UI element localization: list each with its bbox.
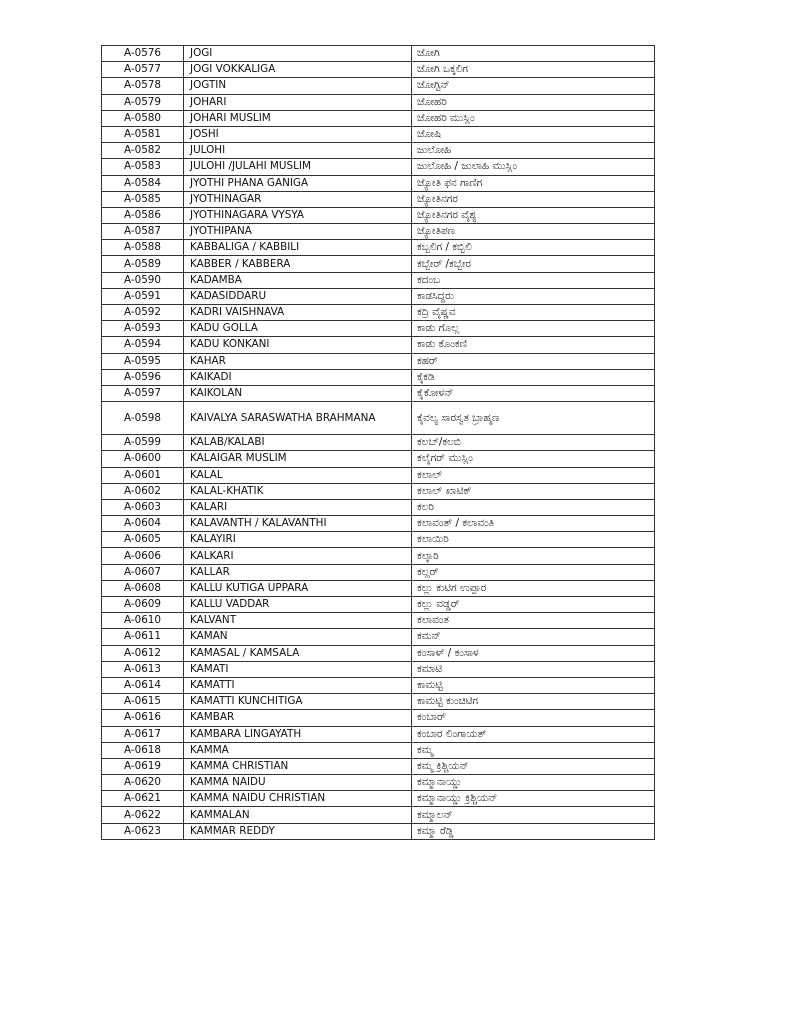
code-cell: A-0595 — [102, 353, 184, 369]
caste-name-cell: KAMASAL / KAMSALA — [184, 645, 412, 661]
code-cell: A-0614 — [102, 677, 184, 693]
kannada-name-cell: ಜೋಗಿ — [412, 46, 655, 62]
caste-name-cell: KAMMALAN — [184, 807, 412, 823]
table-row — [102, 402, 655, 435]
kannada-name-cell: ಜ್ಯೋತಿಪಣ — [412, 224, 655, 240]
table-row — [102, 240, 655, 256]
table-row — [102, 694, 655, 710]
caste-name-cell: KAMBARA LINGAYATH — [184, 726, 412, 742]
caste-list-body — [102, 46, 655, 840]
table-row — [102, 110, 655, 126]
table-row — [102, 548, 655, 564]
code-cell: A-0621 — [102, 791, 184, 807]
code-cell: A-0582 — [102, 143, 184, 159]
table-row — [102, 677, 655, 693]
code-cell: A-0598 — [102, 402, 184, 435]
table-row — [102, 191, 655, 207]
code-cell: A-0599 — [102, 435, 184, 451]
kannada-name-cell: ಕಾಡು ಗೊಲ್ಲ — [412, 321, 655, 337]
kannada-name-cell: ಕಂಬಾರ ಲಿಂಗಾಯತ್ — [412, 726, 655, 742]
kannada-name-cell: ಕಲೈಗರ್ ಮುಸ್ಲಿಂ — [412, 451, 655, 467]
code-cell: A-0603 — [102, 499, 184, 515]
caste-name-cell: KAMATTI KUNCHITIGA — [184, 694, 412, 710]
code-cell: A-0576 — [102, 46, 184, 62]
kannada-name-cell: ಕಲ್ಲು ವಡ್ಡರ್ — [412, 597, 655, 613]
table-row — [102, 143, 655, 159]
kannada-name-cell: ಕಲಾಯಿರಿ — [412, 532, 655, 548]
table-row — [102, 726, 655, 742]
table-row — [102, 353, 655, 369]
table-row — [102, 807, 655, 823]
code-cell: A-0577 — [102, 62, 184, 78]
table-row — [102, 451, 655, 467]
code-cell: A-0616 — [102, 710, 184, 726]
caste-name-cell: JOHARI — [184, 94, 412, 110]
caste-name-cell: KADAMBA — [184, 272, 412, 288]
code-cell: A-0589 — [102, 256, 184, 272]
table-row — [102, 337, 655, 353]
caste-name-cell: KAMMAR REDDY — [184, 823, 412, 839]
table-row — [102, 467, 655, 483]
code-cell: A-0620 — [102, 775, 184, 791]
kannada-name-cell: ಕಾಡಸಿದ್ದರು — [412, 288, 655, 304]
code-cell: A-0602 — [102, 483, 184, 499]
kannada-name-cell: ಕಲ್ಲು ಕುಟಿಗ ಉಪ್ಪಾರ — [412, 580, 655, 596]
table-row — [102, 775, 655, 791]
kannada-name-cell: ಜುಲೋಹಿ / ಜುಲಾಹಿ ಮುಸ್ಲಿಂ — [412, 159, 655, 175]
caste-name-cell: JOGI — [184, 46, 412, 62]
table-row — [102, 791, 655, 807]
code-cell: A-0583 — [102, 159, 184, 175]
caste-name-cell: KAMMA — [184, 742, 412, 758]
caste-name-cell: JOSHI — [184, 126, 412, 142]
kannada-name-cell: ಕಂಬಾರ್ — [412, 710, 655, 726]
code-cell: A-0591 — [102, 288, 184, 304]
kannada-name-cell: ಜೋಹರಿ ಮುಸ್ಲಿಂ — [412, 110, 655, 126]
kannada-name-cell: ಕಂಸಾಳ್ / ಕಂಸಾಳ — [412, 645, 655, 661]
caste-name-cell: KALKARI — [184, 548, 412, 564]
code-cell: A-0623 — [102, 823, 184, 839]
code-cell: A-0590 — [102, 272, 184, 288]
code-cell: A-0605 — [102, 532, 184, 548]
table-row — [102, 710, 655, 726]
table-row — [102, 126, 655, 142]
code-cell: A-0609 — [102, 597, 184, 613]
code-cell: A-0585 — [102, 191, 184, 207]
kannada-name-cell: ಕಮಾಟಿ — [412, 661, 655, 677]
caste-name-cell: KALVANT — [184, 613, 412, 629]
table-row — [102, 661, 655, 677]
table-row — [102, 645, 655, 661]
caste-name-cell: KALAIGAR MUSLIM — [184, 451, 412, 467]
kannada-name-cell: ಕಮ್ಮ — [412, 742, 655, 758]
code-cell: A-0607 — [102, 564, 184, 580]
table-row — [102, 175, 655, 191]
kannada-name-cell: ಕದಂಬ — [412, 272, 655, 288]
caste-name-cell: KAMMA NAIDU CHRISTIAN — [184, 791, 412, 807]
code-cell: A-0586 — [102, 207, 184, 223]
caste-name-cell: KAMMA CHRISTIAN — [184, 758, 412, 774]
kannada-name-cell: ಕೈಕೋಳನ್ — [412, 385, 655, 401]
table-row — [102, 742, 655, 758]
kannada-name-cell: ಕಮ್ಮಾಲನ್ — [412, 807, 655, 823]
code-cell: A-0622 — [102, 807, 184, 823]
code-cell: A-0579 — [102, 94, 184, 110]
table-row — [102, 564, 655, 580]
caste-name-cell: KAIKADI — [184, 369, 412, 385]
kannada-name-cell: ಜೋಗಿ ಒಕ್ಕಲಿಗ — [412, 62, 655, 78]
kannada-name-cell: ಕಮನ್ — [412, 629, 655, 645]
table-row — [102, 613, 655, 629]
table-row — [102, 288, 655, 304]
kannada-name-cell: ಕಲ್ಲರ್ — [412, 564, 655, 580]
kannada-name-cell: ಕಮ್ಮ ಕ್ರಿಶ್ಚಿಯನ್ — [412, 758, 655, 774]
caste-name-cell: KALLU VADDAR — [184, 597, 412, 613]
caste-name-cell: KALARI — [184, 499, 412, 515]
kannada-name-cell: ಕಲಾಲ್ — [412, 467, 655, 483]
table-row — [102, 305, 655, 321]
table-row — [102, 823, 655, 839]
kannada-name-cell: ಕಾಡು ಕೊಂಕಣಿ — [412, 337, 655, 353]
table-row — [102, 224, 655, 240]
code-cell: A-0594 — [102, 337, 184, 353]
code-cell: A-0615 — [102, 694, 184, 710]
code-cell: A-0580 — [102, 110, 184, 126]
kannada-name-cell: ಜ್ಯೋತಿನಗರ — [412, 191, 655, 207]
table-row — [102, 580, 655, 596]
kannada-name-cell: ಜ್ಯೋತಿನಗರ ವೈಶ್ಯ — [412, 207, 655, 223]
caste-list-table — [101, 45, 655, 840]
caste-name-cell: KAMATTI — [184, 677, 412, 693]
kannada-name-cell: ಕದ್ರಿ ವೈಷ್ಣವ — [412, 305, 655, 321]
caste-name-cell: KADU GOLLA — [184, 321, 412, 337]
kannada-name-cell: ಜೋಗ್ಟಿನ್ — [412, 78, 655, 94]
code-cell: A-0587 — [102, 224, 184, 240]
caste-name-cell: JYOTHINAGAR — [184, 191, 412, 207]
caste-name-cell: JOGI VOKKALIGA — [184, 62, 412, 78]
kannada-name-cell: ಕಲಬ್/ಕಲಬಿ — [412, 435, 655, 451]
caste-name-cell: JYOTHINAGARA VYSYA — [184, 207, 412, 223]
caste-name-cell: KAIKOLAN — [184, 385, 412, 401]
caste-name-cell: JULOHI — [184, 143, 412, 159]
code-cell: A-0613 — [102, 661, 184, 677]
caste-name-cell: KAHAR — [184, 353, 412, 369]
caste-name-cell: KAMATI — [184, 661, 412, 677]
table-row — [102, 369, 655, 385]
code-cell: A-0593 — [102, 321, 184, 337]
table-row — [102, 516, 655, 532]
code-cell: A-0584 — [102, 175, 184, 191]
code-cell: A-0596 — [102, 369, 184, 385]
table-row — [102, 435, 655, 451]
table-row — [102, 46, 655, 62]
kannada-name-cell: ಕಮ್ಮಾನಾಯ್ಡು — [412, 775, 655, 791]
kannada-name-cell: ಜೋಹರಿ — [412, 94, 655, 110]
kannada-name-cell: ಕಾಮಟ್ಟಿ ಕುಂಚಿಟಿಗ — [412, 694, 655, 710]
kannada-name-cell: ಕಲಾಲ್ ಖಾಟಿಕ್ — [412, 483, 655, 499]
code-cell: A-0601 — [102, 467, 184, 483]
code-cell: A-0608 — [102, 580, 184, 596]
caste-name-cell: JULOHI /JULAHI MUSLIM — [184, 159, 412, 175]
caste-name-cell: KALAB/KALABI — [184, 435, 412, 451]
table-row — [102, 385, 655, 401]
kannada-name-cell: ಕೈಕಡಿ — [412, 369, 655, 385]
table-row — [102, 207, 655, 223]
caste-name-cell: JOGTIN — [184, 78, 412, 94]
code-cell: A-0604 — [102, 516, 184, 532]
code-cell: A-0612 — [102, 645, 184, 661]
kannada-name-cell: ಕಬ್ಬೇರ್ /ಕಬ್ಬೇರ — [412, 256, 655, 272]
table-row — [102, 159, 655, 175]
kannada-name-cell: ಕೈವಲ್ಯ ಸಾರಸ್ವತ ಬ್ರಾಹ್ಮಣ — [412, 402, 655, 435]
table-row — [102, 94, 655, 110]
table-row — [102, 629, 655, 645]
table-row — [102, 483, 655, 499]
kannada-name-cell: ಕಮ್ಮಾನಾಯ್ಡು ಕ್ರಿಶ್ಚಿಯನ್ — [412, 791, 655, 807]
code-cell: A-0617 — [102, 726, 184, 742]
kannada-name-cell: ಕಬ್ಬಲಿಗ / ಕಬ್ಬಿಲಿ — [412, 240, 655, 256]
kannada-name-cell: ಕಾಮಟ್ಟಿ — [412, 677, 655, 693]
code-cell: A-0581 — [102, 126, 184, 142]
code-cell: A-0610 — [102, 613, 184, 629]
caste-name-cell: KALAYIRI — [184, 532, 412, 548]
caste-name-cell: KAMMA NAIDU — [184, 775, 412, 791]
table-row — [102, 597, 655, 613]
code-cell: A-0611 — [102, 629, 184, 645]
table-row — [102, 321, 655, 337]
table-row — [102, 78, 655, 94]
code-cell: A-0606 — [102, 548, 184, 564]
caste-name-cell: JYOTHI PHANA GANIGA — [184, 175, 412, 191]
kannada-name-cell: ಕಲ್ಕಾರಿ — [412, 548, 655, 564]
table-row — [102, 256, 655, 272]
table-row — [102, 272, 655, 288]
caste-name-cell: KAMBAR — [184, 710, 412, 726]
caste-name-cell: JOHARI MUSLIM — [184, 110, 412, 126]
caste-name-cell: KALAL-KHATIK — [184, 483, 412, 499]
code-cell: A-0619 — [102, 758, 184, 774]
caste-name-cell: JYOTHIPANA — [184, 224, 412, 240]
kannada-name-cell: ಕಲಾವಂತ್ / ಕಲಾವಂತಿ — [412, 516, 655, 532]
caste-name-cell: KALLU KUTIGA UPPARA — [184, 580, 412, 596]
code-cell: A-0588 — [102, 240, 184, 256]
kannada-name-cell: ಕಹರ್ — [412, 353, 655, 369]
caste-name-cell: KAIVALYA SARASWATHA BRAHMANA — [184, 402, 412, 435]
code-cell: A-0618 — [102, 742, 184, 758]
code-cell: A-0578 — [102, 78, 184, 94]
table-row — [102, 62, 655, 78]
kannada-name-cell: ಕಲರಿ — [412, 499, 655, 515]
kannada-name-cell: ಜ್ಯೋತಿ ಫನ ಗಾಣಿಗ — [412, 175, 655, 191]
caste-name-cell: KADRI VAISHNAVA — [184, 305, 412, 321]
caste-name-cell: KADASIDDARU — [184, 288, 412, 304]
kannada-name-cell: ಜೋಷಿ — [412, 126, 655, 142]
caste-name-cell: KALLAR — [184, 564, 412, 580]
kannada-name-cell: ಕಮ್ಮಾ ರೆಡ್ಡಿ — [412, 823, 655, 839]
caste-name-cell: KAMAN — [184, 629, 412, 645]
table-row — [102, 499, 655, 515]
caste-name-cell: KALAL — [184, 467, 412, 483]
table-row — [102, 532, 655, 548]
caste-name-cell: KALAVANTH / KALAVANTHI — [184, 516, 412, 532]
code-cell: A-0600 — [102, 451, 184, 467]
caste-name-cell: KABBER / KABBERA — [184, 256, 412, 272]
caste-name-cell: KADU KONKANI — [184, 337, 412, 353]
code-cell: A-0592 — [102, 305, 184, 321]
code-cell: A-0597 — [102, 385, 184, 401]
caste-name-cell: KABBALIGA / KABBILI — [184, 240, 412, 256]
kannada-name-cell: ಕಲಾವಂತ — [412, 613, 655, 629]
table-row — [102, 758, 655, 774]
kannada-name-cell: ಜುಲೋಹಿ — [412, 143, 655, 159]
